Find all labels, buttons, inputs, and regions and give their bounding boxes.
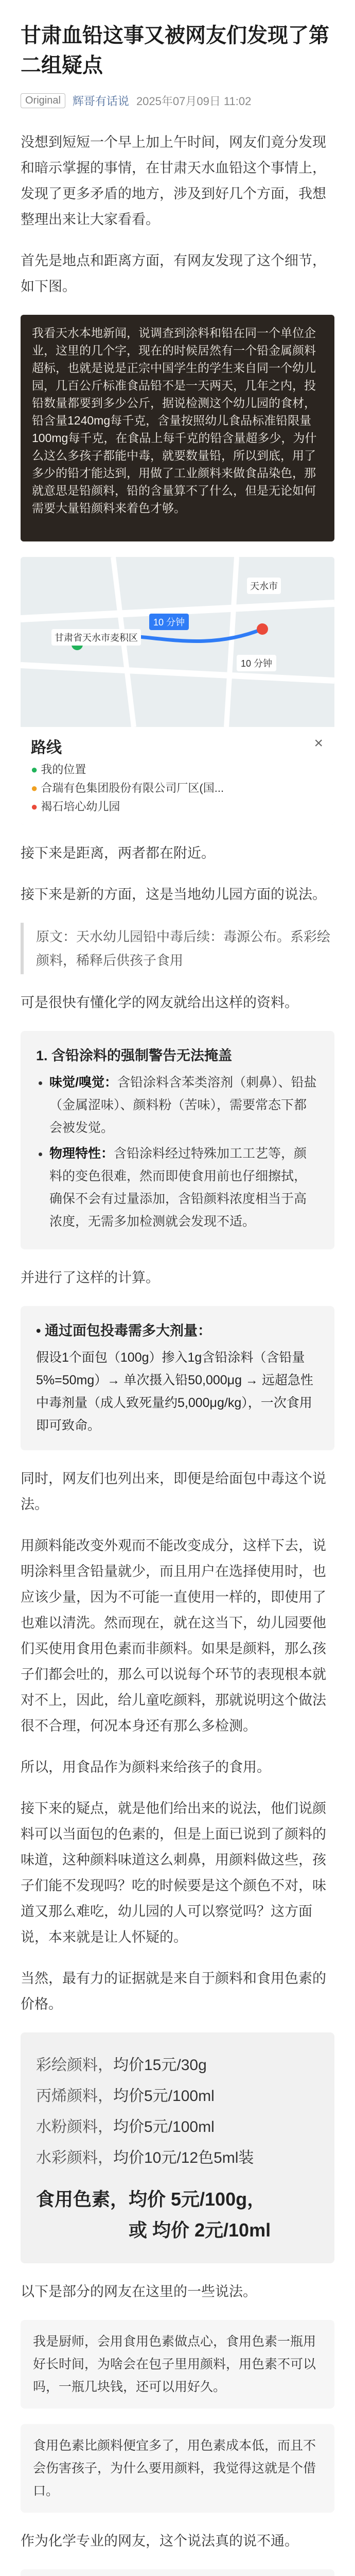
info-card-text: 假设1个面包（100g）掺入1g含铅涂料（含铅量5%=50mg）→ 单次摄入铅50,000μg → 远超急性中毒剂量（成人致死量约5,000μg/kg），一次食用即可致命。 <box>36 1350 313 1433</box>
end-marker <box>257 623 268 635</box>
route-time-badge: 10 分钟 <box>149 614 189 630</box>
article-meta <box>0 80 355 114</box>
map-screenshot <box>21 557 334 825</box>
route-list <box>31 760 324 816</box>
paragraph: 接下来的疑点，就是他们给出来的说法，他们说颜料可以当面包的色素的，但是上面已说到了颜料的味道，这种颜料味道这么刺鼻，用颜料做这些，孩子们能不发现吗？吃的时候要是这个颜色不对，味道又那么难吃，幼儿园的人可以察觉吗？这方面说，本来就是让人怀疑的。 <box>21 1801 326 1945</box>
author-link[interactable]: 辉哥有话说 <box>72 95 129 108</box>
paragraph: 作为化学专业的网友，这个说法真的说不通。 <box>21 2533 298 2549</box>
map-label-end: 天水市 <box>247 578 281 594</box>
comment-card <box>21 2424 334 2513</box>
info-card-title: 1. 含铅涂料的强制警告无法掩盖 <box>36 1048 233 1063</box>
paragraph: 并进行了这样的计算。 <box>21 1270 159 1285</box>
comment-card <box>21 2569 334 2576</box>
info-card-list <box>36 1071 319 1233</box>
paragraph: 可是很快有懂化学的网友就给出这样的资料。 <box>21 995 298 1010</box>
paragraph: 当然，最有力的证据就是来自于颜料和食用色素的价格。 <box>21 1971 326 2012</box>
paragraph: 首先是地点和距离方面，有网友发现了这个细节，如下图。 <box>21 253 326 294</box>
publish-date: 2025年07月09日 11:02 <box>136 95 252 108</box>
info-card-coating <box>21 1031 334 1249</box>
paragraph: 没想到短短一个早上加上午时间，网友们竟分发现和暗示掌握的事情，在甘肃天水血铅这个事情上，发现了更多矛盾的地方，涉及到好几个方面，我想整理出来让大家看看。 <box>21 134 326 227</box>
article-title: 甘肃血铅这事又被网友们发现了第二组疑点 <box>21 24 329 77</box>
news-screenshot-text: 我看天水本地新闻，说调查到涂料和铅在同一个单位企业，这里的几个字，现在的时候居然有一个铅金属颜料超标，也就是说是正宗中国学生的学生来自同一个幼儿园，几百公斤标准食品铅不是一天两天，几年之内，投铅数量都要到多少公斤，据说检测这个幼儿园的食材，铅含量1240mg每千克，含量按照幼儿食品标准铅限量100mg每千克，在食品上每千克的铅含量超多少，为什么这么多孩子都能中毒，就要数量铅，所以到底，用了多少的铅才能达到，用做了工业颜料来做食品染色，那就意思是铅颜料，铅的含量算不了什么，但是无论如何需要大量铅颜料来着色才够。 <box>32 326 317 515</box>
info-card-dose <box>21 1306 334 1450</box>
price-row: 彩绘颜料，均价15元/30g <box>36 2057 207 2074</box>
paragraph: 以下是部分的网友在这里的一些说法。 <box>21 2284 257 2299</box>
paragraph: 用颜料能改变外观而不能改变成分，这样下去，说明涂料里含铅量就少，而且用户在选择使用时，也应该少量，因为不可能一直使用一样的，即使用了也难以清洗。然而现在，就在这当下，幼儿园要他们买使用食用色素而非颜料。如果是颜料，那么孩子们都会吐的，那么可以说每个环节的表现根本就对不上，因此，给儿童吃颜料，那就说明这个做法很不合理，何况本身还有那么多检测。 <box>21 1538 326 1734</box>
route-origin[interactable]: ● 我的位置 <box>31 763 86 776</box>
price-comparison-card <box>21 2032 334 2263</box>
original-tag: Original <box>21 93 65 108</box>
price-row: 水彩颜料，均价10元/12色5ml装 <box>36 2149 254 2166</box>
info-card-item: • 味觉/嗅觉：含铅涂料含苯类溶剂（刺鼻）、铅盐（金属涩味）、颜料粉（苦味），需要常态下都会被发觉。 <box>49 1071 319 1139</box>
comment-text: 我是厨师，会用食用色素做点心，食用色素一瓶用好长时间，为啥会在包子里用颜料，用色素不可以吗，一瓶几块钱，还可以用好久。 <box>33 2334 316 2394</box>
comment-card <box>21 2320 334 2409</box>
route-time-badge-alt: 10 分钟 <box>237 655 276 671</box>
comment-text: 食用色素比颜料便宜多了，用色素成本低，而且不会伤害孩子，为什么要用颜料，我觉得这就是个借口。 <box>33 2438 316 2498</box>
route-panel-title: 路线 <box>31 739 62 756</box>
food-color-price-alt: 或 均价 2元/10ml <box>129 2219 271 2241</box>
news-screenshot <box>21 315 334 541</box>
map-label-start: 甘肃省天水市麦积区 <box>51 629 141 646</box>
close-icon[interactable]: × <box>314 735 323 752</box>
paragraph: 接下来是距离，两者都在附近。 <box>21 845 215 861</box>
paragraph: 接下来是新的方面，这是当地幼儿园方面的说法。 <box>21 887 326 902</box>
info-card-item: • 物理特性：含铅涂料经过特殊加工工艺等，颜料的变色很难，然而即使食用前也仔细擦拭，确保不会有过量添加，含铅颜料浓度相当于高浓度，无需多加检测就会发现不适。 <box>49 1142 319 1233</box>
paragraph: 同时，网友们也列出来，即便是给面包中毒这个说法。 <box>21 1471 326 1512</box>
price-row: 水粉颜料，均价5元/100ml <box>36 2119 215 2136</box>
route-destination[interactable]: ● 褐石培心幼儿园 <box>31 800 120 813</box>
price-row: 丙烯颜料，均价5元/100ml <box>36 2088 215 2105</box>
food-color-price: 食用色素，均价 5元/100g， <box>36 2189 266 2210</box>
paragraph: 所以，用食品作为颜料来给孩子的食用。 <box>21 1759 271 1775</box>
info-card-title: • 通过面包投毒需多大剂量： <box>36 1323 211 1338</box>
route-waypoint[interactable]: ● 合瑞有色集团股份有限公司厂区(国... <box>31 782 224 794</box>
quote-block: 原文：天水幼儿园铅中毒后续：毒源公布。系彩绘颜料，稀释后供孩子食用 <box>21 923 334 974</box>
